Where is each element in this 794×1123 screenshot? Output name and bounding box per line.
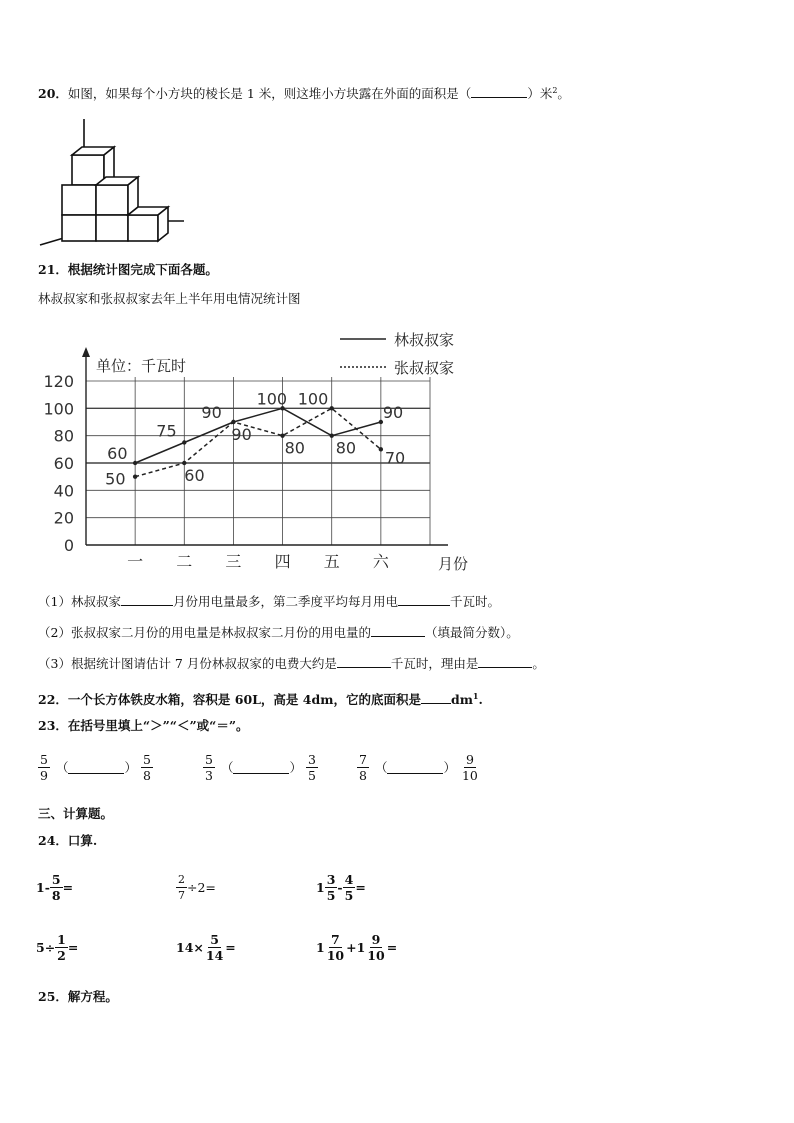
data-point bbox=[133, 474, 137, 478]
chart-data-labels bbox=[105, 389, 405, 488]
q23-pair-1: $\frac{5}{9}$ （ ） $\frac{5}{8}$ bbox=[40, 752, 151, 783]
q20-unit: ）米 bbox=[527, 86, 553, 102]
data-point bbox=[133, 461, 137, 465]
q20-text: 如图，如果每个小方块的棱长是 1 米，则这堆小方块露在外面的面积是（ bbox=[67, 86, 472, 102]
q23-p3-right-fraction: $\frac{9}{10}$ bbox=[461, 752, 478, 783]
q21-sub2-text-a: （2）张叔叔家二月份的用电量是林叔叔家二月份的用电量的 bbox=[38, 625, 371, 640]
q23-p2-right-fraction: $\frac{3}{5}$ bbox=[307, 752, 316, 783]
q24-title: 24．口算. bbox=[38, 833, 98, 848]
q21-sub1-blank-average[interactable] bbox=[398, 593, 450, 606]
data-point bbox=[182, 440, 186, 444]
q24-expr-2: $\frac{2}{7}$ ÷2= bbox=[178, 873, 216, 902]
q21-sub1-blank-month[interactable] bbox=[121, 593, 173, 606]
data-label-lin: 75 bbox=[156, 421, 177, 441]
x-tick-label: 五 bbox=[323, 552, 340, 571]
q22-text: 22．一个长方体铁皮水箱，容积是 60L，高是 4dm，它的底面积是 bbox=[38, 692, 421, 708]
legend-label: 林叔叔家 bbox=[394, 331, 455, 349]
q20-answer-blank[interactable] bbox=[471, 85, 527, 98]
q21-title: 21．根据统计图完成下面各题。 bbox=[38, 262, 218, 277]
q21-sub1 bbox=[38, 593, 500, 610]
data-label-lin: 80 bbox=[335, 438, 357, 458]
data-label-zhang: 80 bbox=[284, 438, 305, 458]
q23-p2-blank[interactable] bbox=[233, 761, 289, 774]
legend-label: 张叔叔家 bbox=[394, 359, 455, 377]
q23-p1-left-fraction: $\frac{5}{9}$ bbox=[40, 752, 48, 783]
data-point bbox=[379, 447, 383, 451]
data-label-zhang: 90 bbox=[231, 425, 252, 444]
q22-answer-blank[interactable] bbox=[421, 691, 451, 704]
y-tick-label: 40 bbox=[53, 481, 74, 501]
data-label-zhang: 60 bbox=[184, 466, 205, 485]
data-point bbox=[280, 433, 284, 437]
q24-expr-6: 1 $\frac{7}{10}$ +1 $\frac{9}{10}$ = bbox=[316, 932, 398, 963]
y-axis-arrow bbox=[82, 347, 90, 357]
data-point bbox=[231, 420, 235, 424]
data-label-lin: 90 bbox=[382, 403, 404, 422]
q21-sub2-text-b: （填最简分数）。 bbox=[424, 625, 519, 640]
q22-unit: dm bbox=[450, 692, 473, 708]
y-tick-label: 80 bbox=[53, 426, 74, 446]
q23-title: 23．在括号里填上“＞”“＜”或“＝”。 bbox=[38, 718, 249, 733]
q22-unit-sup: 1 bbox=[472, 691, 479, 701]
x-tick-label: 三 bbox=[225, 552, 242, 571]
x-tick-label: 二 bbox=[176, 552, 193, 571]
q23-p3-left-fraction: $\frac{7}{8}$ bbox=[359, 752, 367, 783]
q20-unit-sup: 2 bbox=[552, 86, 558, 95]
q21-sub3-blank-estimate[interactable] bbox=[337, 655, 391, 668]
chart-title: 林叔叔家和张叔叔家去年上半年用电情况统计图 bbox=[38, 291, 301, 306]
chart-legend bbox=[340, 331, 454, 377]
q21-sub3-text-c: 。 bbox=[532, 656, 545, 671]
data-label-lin: 100 bbox=[256, 389, 288, 409]
y-tick-label: 0 bbox=[63, 536, 74, 555]
line-chart bbox=[34, 327, 484, 577]
x-axis-label: 月份 bbox=[438, 555, 469, 573]
q25-title: 25．解方程。 bbox=[38, 989, 118, 1004]
q20-number: 20． bbox=[38, 86, 68, 102]
y-tick-label: 60 bbox=[53, 454, 74, 473]
q24-expr-4: 5÷ $\frac{1}{2}$ = bbox=[36, 932, 79, 963]
q23-p2-left-fraction: $\frac{5}{3}$ bbox=[205, 752, 213, 783]
data-point bbox=[330, 406, 334, 410]
unit-label: 单位：千瓦时 bbox=[96, 357, 187, 375]
q21-sub1-text-b: 月份用电量最多，第二季度平均每月用电 bbox=[172, 594, 398, 609]
q21-sub2-blank-fraction[interactable] bbox=[371, 624, 425, 637]
x-tick-label: 四 bbox=[274, 552, 291, 571]
q21-sub1-text-a: （1）林叔叔家 bbox=[38, 594, 121, 609]
q20-end: 。 bbox=[557, 86, 570, 102]
data-label-lin: 90 bbox=[201, 403, 222, 422]
y-tick-label: 100 bbox=[43, 399, 74, 419]
data-point bbox=[182, 461, 186, 465]
q21-sub1-text-c: 千瓦时。 bbox=[449, 594, 500, 609]
q21-sub3-text-a: （3）根据统计图请估计 7 月份林叔叔家的电费大约是 bbox=[38, 656, 337, 671]
y-tick-label: 20 bbox=[53, 508, 74, 528]
q22-line bbox=[38, 688, 483, 708]
q23-pair-3: $\frac{7}{8}$ （ ） $\frac{9}{10}$ bbox=[359, 752, 478, 783]
q23-p3-blank[interactable] bbox=[387, 761, 443, 774]
x-tick-labels bbox=[127, 552, 390, 571]
q20-line bbox=[38, 83, 570, 102]
y-tick-label: 120 bbox=[43, 372, 74, 391]
y-tick-labels bbox=[43, 372, 74, 555]
data-label-lin: 60 bbox=[107, 444, 128, 463]
q21-sub3-text-b: 千瓦时，理由是 bbox=[390, 656, 479, 671]
data-label-zhang: 70 bbox=[384, 448, 406, 468]
q24-expr-3: 1 $\frac{3}{5}$ - $\frac{4}{5}$ = bbox=[316, 872, 366, 903]
data-point bbox=[330, 433, 334, 437]
x-tick-label: 一 bbox=[127, 552, 144, 571]
data-label-zhang: 100 bbox=[297, 389, 329, 409]
q23-p1-blank[interactable] bbox=[68, 761, 124, 774]
q22-end: . bbox=[478, 692, 483, 708]
x-tick-label: 六 bbox=[372, 552, 389, 571]
q24-expr-1: 1- $\frac{5}{8}$ = bbox=[36, 872, 74, 903]
q23-pair-2: $\frac{5}{3}$ （ ） $\frac{3}{5}$ bbox=[205, 752, 316, 783]
section-3-heading: 三、计算题。 bbox=[38, 806, 114, 821]
q24-expr-5: 14× $\frac{5}{14}$ = bbox=[176, 932, 236, 963]
q21-sub2 bbox=[38, 624, 519, 641]
cube-stack-figure bbox=[38, 117, 188, 247]
data-label-zhang: 50 bbox=[105, 469, 126, 489]
q21-sub3-blank-reason[interactable] bbox=[478, 655, 532, 668]
q23-p1-right-fraction: $\frac{5}{8}$ bbox=[142, 752, 151, 783]
q21-sub3 bbox=[38, 655, 545, 672]
